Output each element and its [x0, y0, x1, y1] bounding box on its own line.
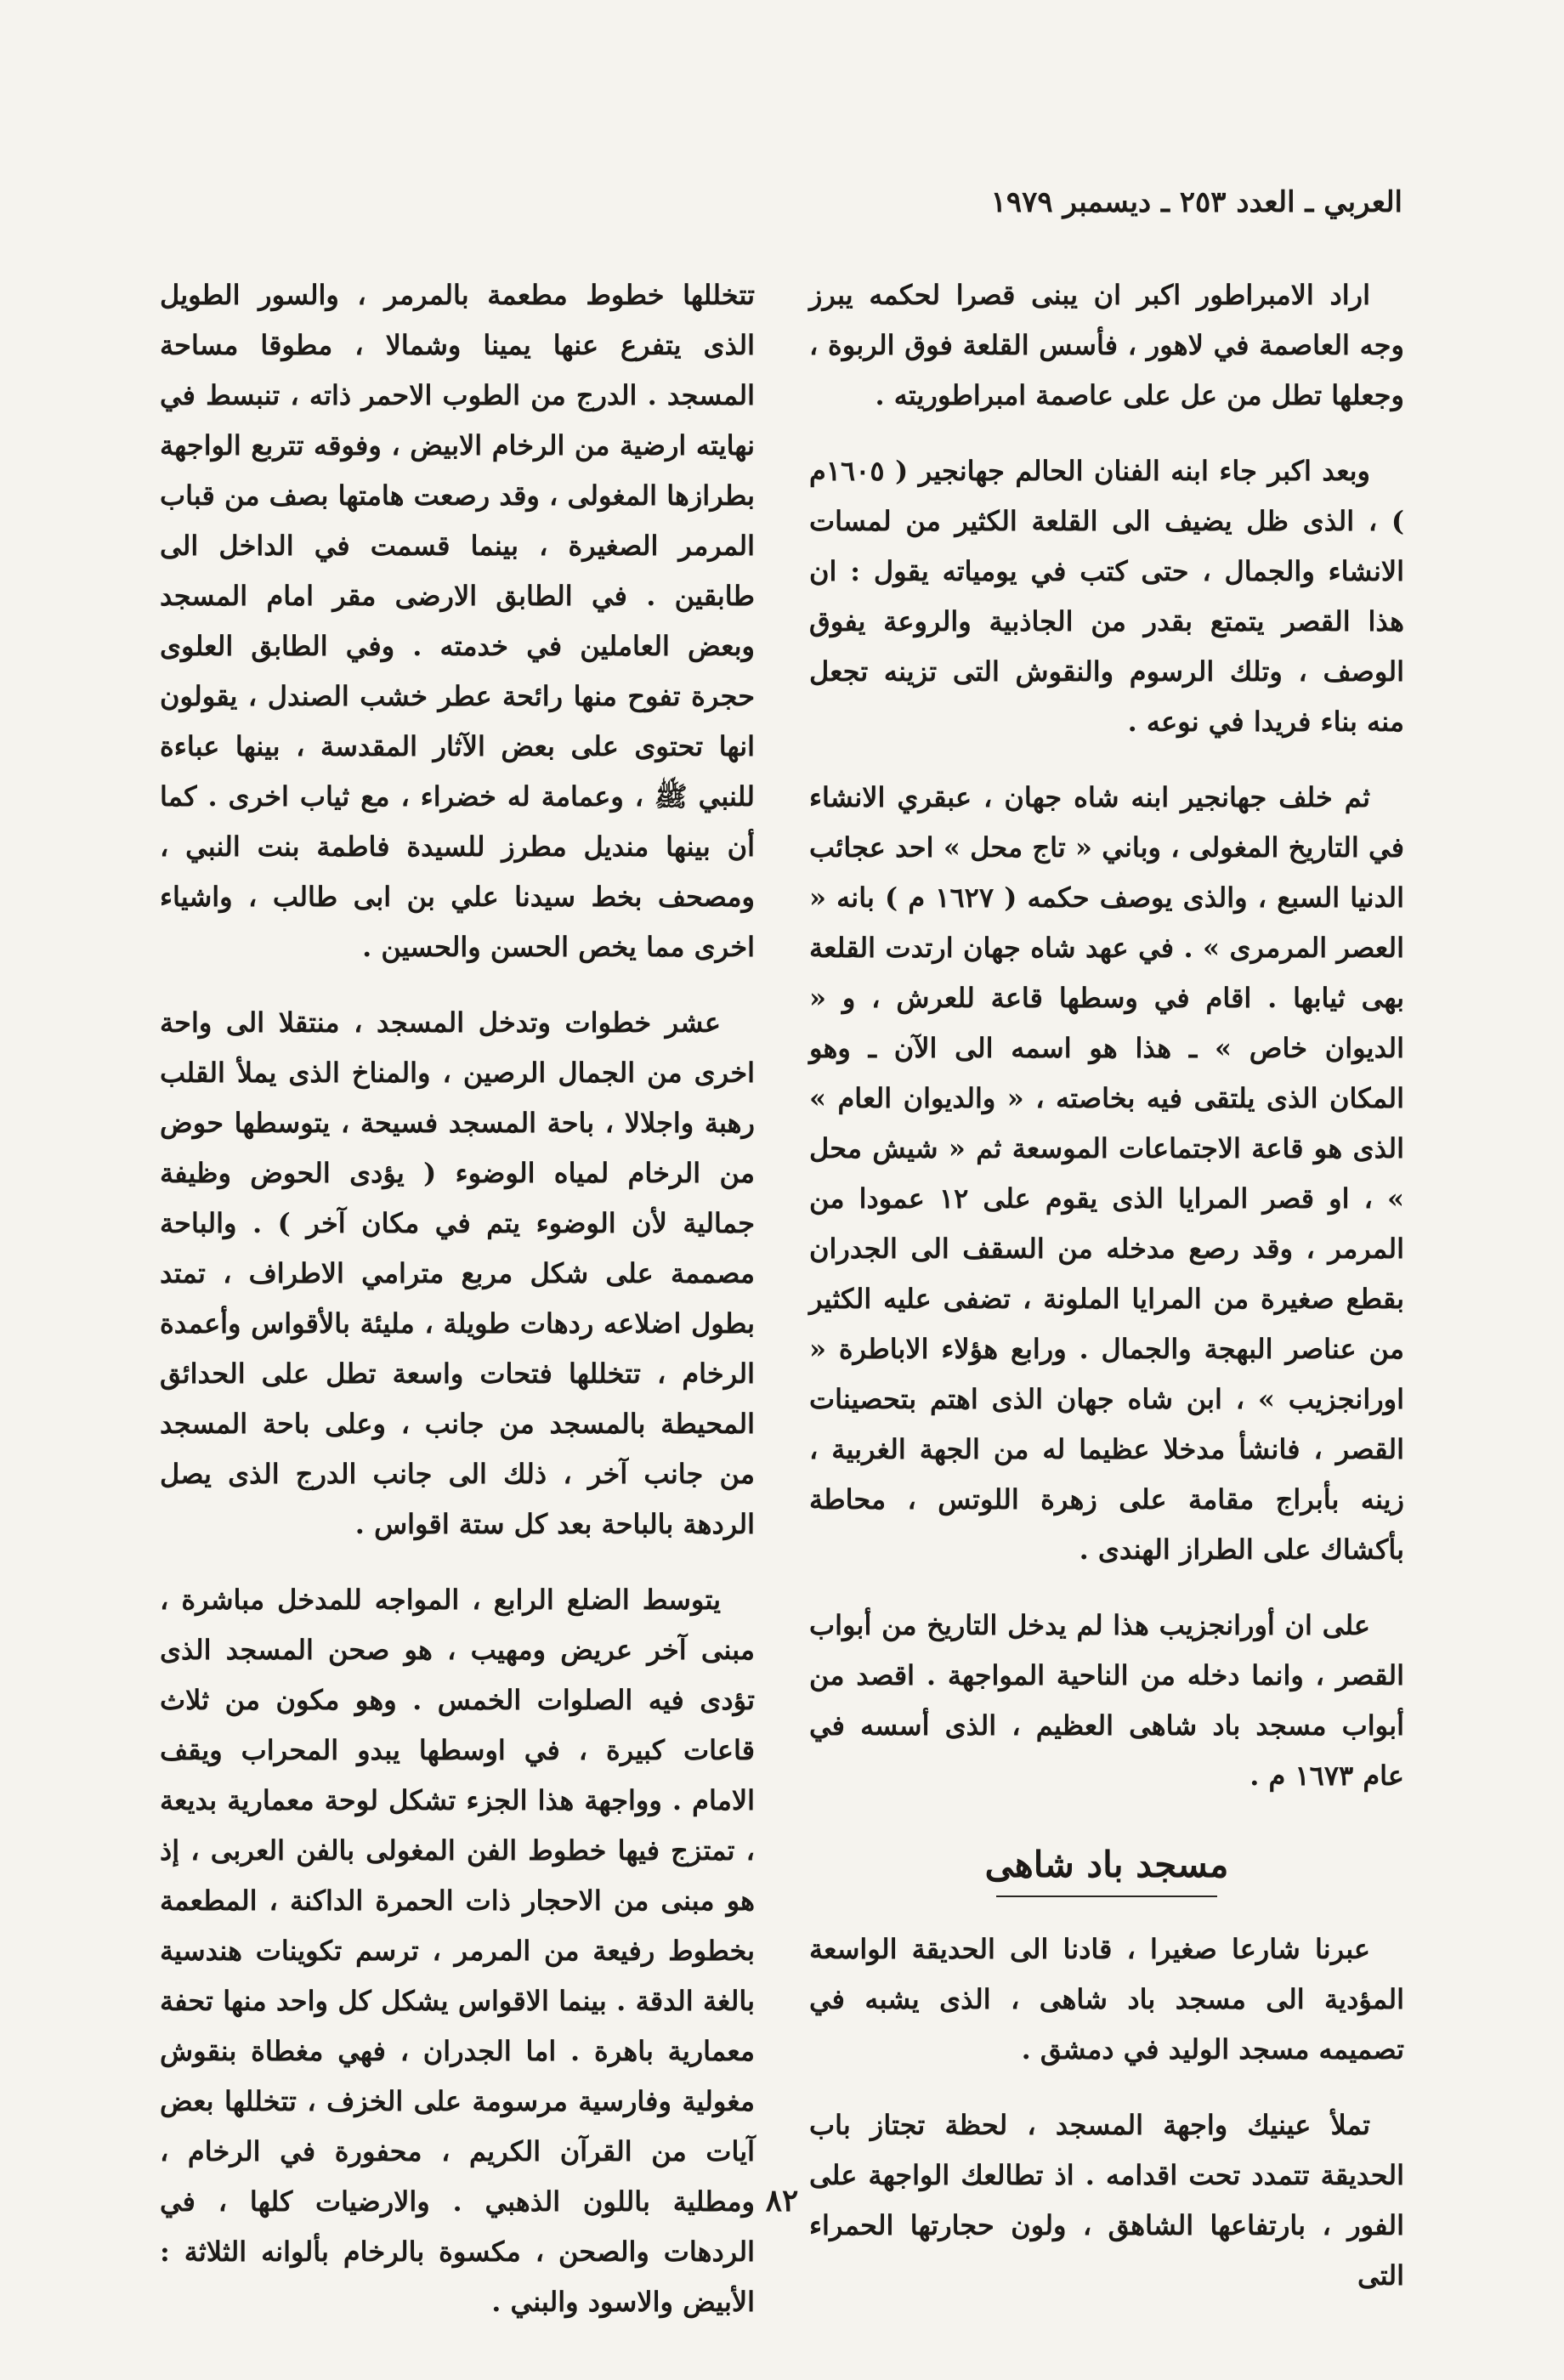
heading-underline [996, 1896, 1217, 1897]
page-number: ٨٢ [765, 2183, 799, 2218]
section-heading [809, 1844, 1404, 1897]
paragraph: اراد الامبراطور اكبر ان يبنى قصرا لحكمه يبرز وجه العاصمة في لاهور ، فأسس القلعة فوق الربوة ، وجعلها تطل من عل على عاصمة امبراطوريته . [809, 279, 1405, 411]
paragraph: ثم خلف جهانجير ابنه شاه جهان ، عبقري الانشاء في التاريخ المغولى ، وباني « تاج محل » احد عجائب الدنيا السبع ، والذى يوصف حكمه ( ١٦٢٧ م ) بانه « العصر المرمرى » . في عهد شاه جهان ارتدت القلعة بهى ثيابها . اقام في وسطها قاعة للعرش ، و « الديوان خاص » ـ هذا هو اسمه الى الآن ـ وهو المكان الذى يلتقى فيه بخاصته ، « والديوان العام » الذى هو قاعة الاجتماعات الموسعة ثم « شيش محل » ، او قصر المرايا الذى يقوم على ١٢ عمودا من المرمر ، وقد رصع مدخله من السقف الى الجدران بقطع صغيرة من المرايا الملونة ، تضفى عليه الكثير من عناصر البهجة والجمال . ورابع هؤلاء الاباطرة « اورانجزيب » ، ابن شاه جهان الذى اهتم بتحصينات القصر ، فانشأ مدخلا عظيما له من الجهة الغربية ، زينه بأبراج مقامة على زهرة اللوتس ، محاطة بأكشاك على الطراز الهندى . [809, 781, 1405, 1566]
running-head: العربي ـ العدد ٢٥٣ ـ ديسمبر ١٩٧٩ [990, 185, 1402, 219]
paragraph: على ان أورانجزيب هذا لم يدخل التاريخ من أبواب القصر ، وانما دخله من الناحية المواجهة . اقصد من أبواب مسجد باد شاهى العظيم ، الذى أسسه في عام ١٦٧٣ م . [809, 1609, 1404, 1792]
paragraph: تتخللها خطوط مطعمة بالمرمر ، والسور الطويل الذى يتفرع عنها يمينا وشمالا ، مطوقا مساحة المسجد . الدرج من الطوب الاحمر ذاته ، تنبسط في نهايته ارضية من الرخام الابيض ، وفوقه تتربع الواجهة بطرازها المغولى ، وقد رصعت هامتها بصف من قباب المرمر الصغيرة ، بينما قسمت في الداخل الى طابقين . في الطابق الارضى مقر امام المسجد وبعض العاملين في خدمته . وفي الطابق العلوى حجرة تفوح منها رائحة عطر خشب الصندل ، يقولون انها تحتوى على بعض الآثار المقدسة ، بينها عباءة للنبي ﷺ ، وعمامة له خضراء ، مع ثياب اخرى . كما أن بينها منديل مطرز للسيدة فاطمة بنت النبي ، ومصحف بخط سيدنا علي بن ابى طالب ، واشياء اخرى مما يخص الحسن والحسين . [160, 279, 755, 963]
paragraph: وبعد اكبر جاء ابنه الفنان الحالم جهانجير ( ١٦٠٥م ) ، الذى ظل يضيف الى القلعة الكثير من لمسات الانشاء والجمال ، حتى كتب في يومياته يقول : ان هذا القصر يتمتع بقدر من الجاذبية والروعة يفوق الوصف ، وتلك الرسوم والنقوش التى تزينه تجعل منه بناء فريدا في نوعه . [809, 455, 1405, 738]
left-column [160, 270, 755, 2353]
paragraph: يتوسط الضلع الرابع ، المواجه للمدخل مباشرة ، مبنى آخر عريض ومهيب ، هو صحن المسجد الذى تؤدى فيه الصلوات الخمس . وهو مكون من ثلاث قاعات كبيرة ، في اوسطها يبدو المحراب ويقف الامام . وواجهة هذا الجزء تشكل لوحة معمارية بديعة ، تمتزج فيها خطوط الفن المغولى بالفن العربى ، إذ هو مبنى من الاحجار ذات الحمرة الداكنة ، المطعمة بخطوط رفيعة من المرمر ، ترسم تكوينات هندسية بالغة الدقة . بينما الاقواس يشكل كل واحد منها تحفة معمارية باهرة . اما الجدران ، فهي مغطاة بنقوش مغولية وفارسية مرسومة على الخزف ، تتخللها بعض آيات من القرآن الكريم ، محفورة في الرخام ، ومطلية باللون الذهبي . والارضيات كلها ، في الردهات والصحن ، مكسوة بالرخام بألوانه الثلاثة : الأبيض والاسود والبني . [160, 1584, 755, 2318]
section-heading-text: مسجد باد شاهى [984, 1844, 1229, 1885]
paragraph: عشر خطوات وتدخل المسجد ، منتقلا الى واحة اخرى من الجمال الرصين ، والمناخ الذى يملأ القلب رهبة واجلالا ، باحة المسجد فسيحة ، يتوسطها حوض من الرخام لمياه الوضوء ( يؤدى الحوض وظيفة جمالية لأن الوضوء يتم في مكان آخر ) . والباحة مصممة على شكل مربع مترامي الاطراف ، تمتد بطول اضلاعه ردهات طويلة ، مليئة بالأقواس وأعمدة الرخام ، تتخللها فتحات واسعة تطل على الحدائق المحيطة بالمسجد من جانب ، وعلى باحة المسجد من جانب آخر ، ذلك الى جانب الدرج الذى يصل الردهة بالباحة بعد كل ستة اقواس . [160, 1006, 755, 1540]
paragraph: عبرنا شارعا صغيرا ، قادنا الى الحديقة الواسعة المؤدية الى مسجد باد شاهى ، الذى يشبه في تصميمه مسجد الوليد في دمشق . [809, 1933, 1404, 2066]
right-column [809, 270, 1404, 2326]
paragraph: تملأ عينيك واجهة المسجد ، لحظة تجتاز باب الحديقة تتمدد تحت اقدامه . اذ تطالعك الواجهة على الفور ، بارتفاعها الشاهق ، ولون حجارتها الحمراء التى [809, 2109, 1404, 2292]
